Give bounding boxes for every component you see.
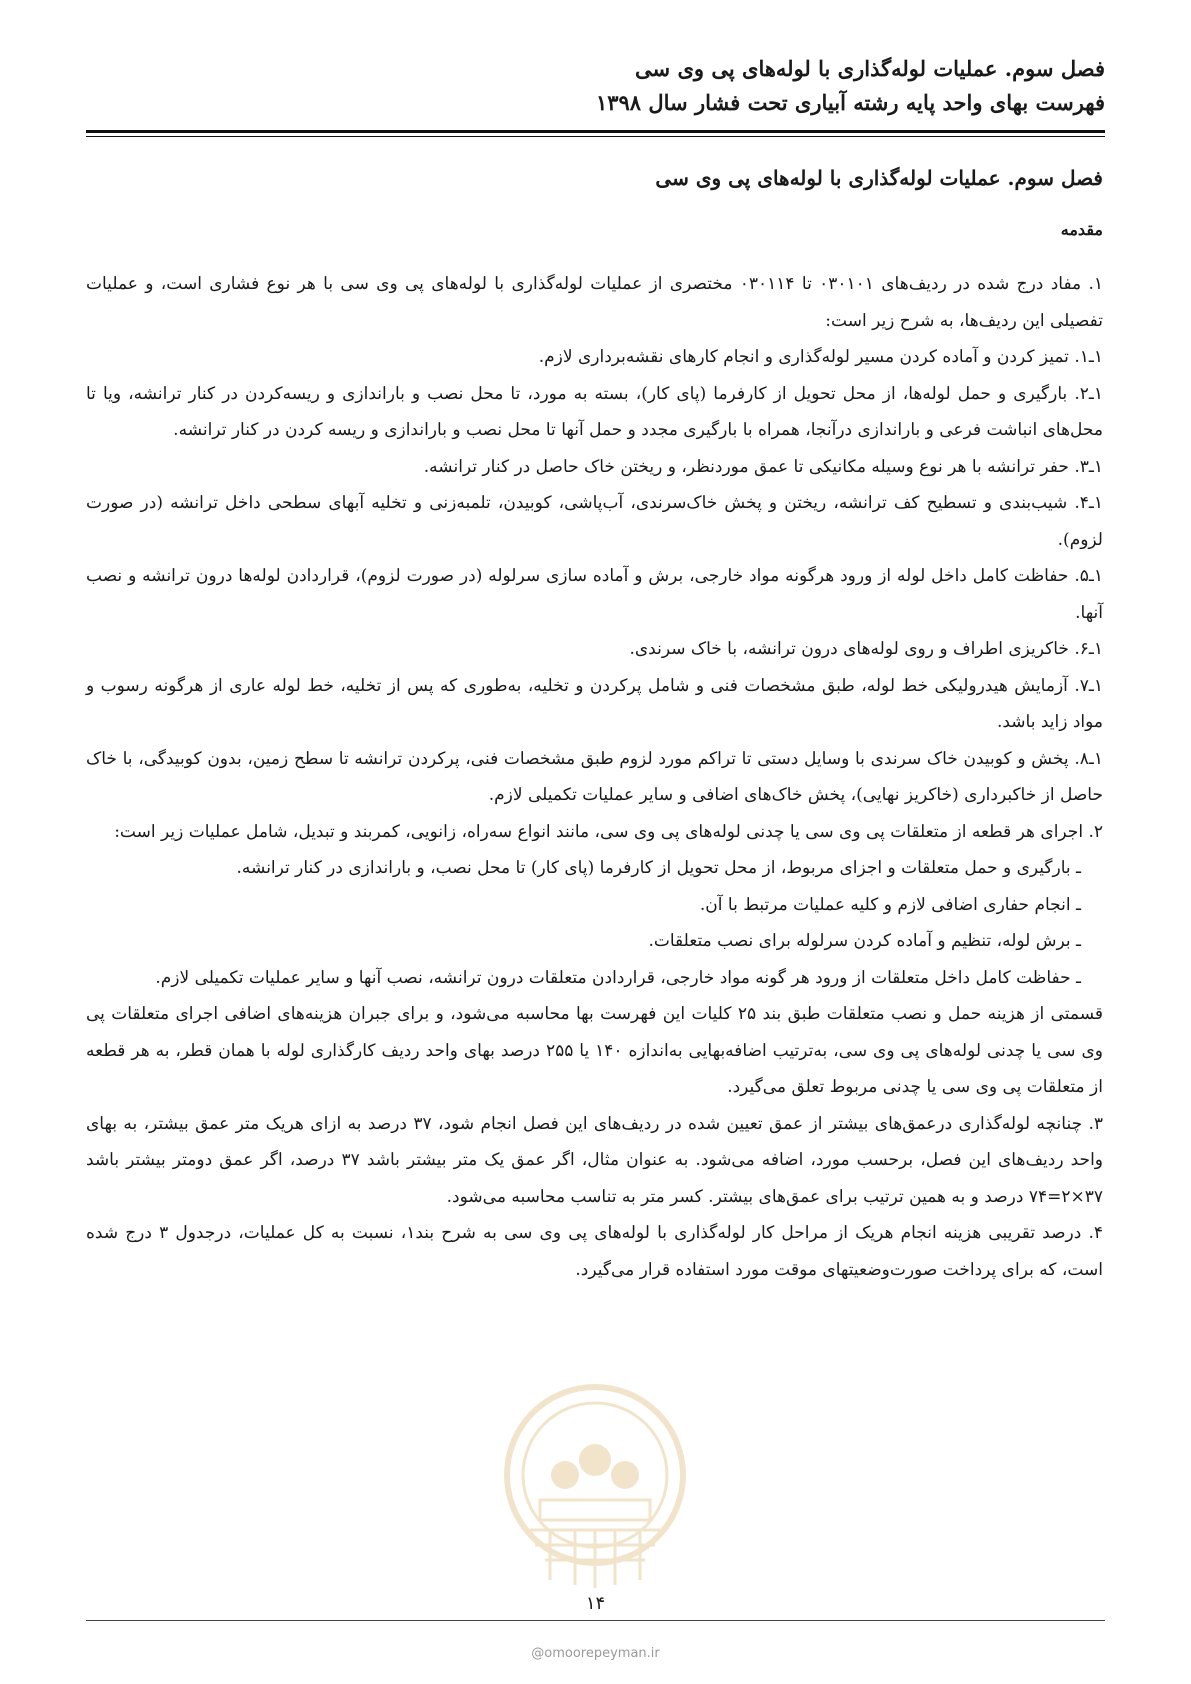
paragraph-2-item-4: ـ حفاظت کامل داخل متعلقات از ورود هر گونه مواد خارجی، قراردادن متعلقات درون ترانشه، نصب آنها و سایر عملیات تکمیلی لازم. xyxy=(155,967,1081,988)
paragraph-2: ۲. اجرای هر قطعه از متعلقات پی وی سی یا چدنی لوله‌های پی وی سی، مانند انواع سه‌راه، زانویی، کمربند و تبدیل، شامل عملیات زیر است: xyxy=(114,821,1103,842)
header-chapter-title: فصل سوم. عملیات لوله‌گذاری با لوله‌های پی وی سی xyxy=(635,56,1105,81)
paragraph-4: ۴. درصد تقریبی هزینه انجام هریک از مراحل کار لوله‌گذاری با لوله‌های پی وی سی به شرح بند۱، نسبت به کل عملیات، درجدول ۳ درج شده است، که برای پرداخت صورت‌وضعیتهای موقت مورد استفاده قرار می‌گیرد. xyxy=(86,1223,1103,1280)
paragraph-1-3: ۱ـ۳. حفر ترانشه با هر نوع وسیله مکانیکی تا عمق موردنظر، و ریختن خاک حاصل در کنار ترانشه. xyxy=(423,456,1103,477)
header-catalog-title: فهرست بهای واحد پایه رشته آبیاری تحت فشار سال ۱۳۹۸ xyxy=(595,90,1105,115)
paragraph-1-1: ۱ـ۱. تمیز کردن و آماده کردن مسیر لوله‌گذاری و انجام کارهای نقشه‌برداری لازم. xyxy=(538,347,1103,367)
header-rule-thin xyxy=(86,136,1105,137)
intro-title: مقدمه xyxy=(1060,220,1103,239)
paragraph-1-2: ۱ـ۲. بارگیری و حمل لوله‌ها، از محل تحویل از کارفرما (پای کار)، بسته به مورد، تا محل نصب و باراندازی و ریسه‌کردن در کنار ترانشه، ویا تا محل‌های انباشت فرعی و باراندازی درآنجا، همراه با بارگیری مجدد و حمل آنها تا محل نصب و باراندازی و ریسه کردن در کنار ترانشه. xyxy=(86,383,1103,440)
paragraph-2-note: قسمتی از هزینه حمل و نصب متعلقات طبق بند ۲۵ کلیات این فهرست بها محاسبه می‌شود، و برای جبران هزینه‌های اضافی اجرای متعلقات پی وی سی یا چدنی لوله‌های پی وی سی، به‌ترتیب اضافه‌بهایی به‌اندازه ۱۴۰ یا ۲۵۵ درصد بهای واحد ردیف کارگذاری لوله با همان قطر، به هر قطعه از متعلقات پی وی سی یا چدنی مربوط تعلق می‌گیرد. xyxy=(86,1004,1103,1097)
paragraph-1-4: ۱ـ۴. شیب‌بندی و تسطیح کف ترانشه، ریختن و پخش خاک‌سرندی، آب‌پاشی، کوبیدن، تلمبه‌زنی و تخلیه آبهای سطحی داخل ترانشه (در صورت لزوم). xyxy=(86,493,1103,550)
paragraph-1-5: ۱ـ۵. حفاظت کامل داخل لوله از ورود هرگونه مواد خارجی، برش و آماده سازی سرلوله (در صورت لزوم)، قراردادن لوله‌ها درون ترانشه و نصب آنها. xyxy=(86,566,1103,623)
header-rule-thick xyxy=(86,130,1105,133)
paragraph-2-item-3: ـ برش لوله، تنظیم و آماده کردن سرلوله برای نصب متعلقات. xyxy=(648,931,1081,951)
page-content xyxy=(86,160,1103,1288)
watermark-site: @omoorepeyman.ir xyxy=(531,1646,660,1661)
paragraph-1-7: ۱ـ۷. آزمایش هیدرولیکی خط لوله، طبق مشخصات فنی و شامل پرکردن و تخلیه، به‌طوری که پس از تخلیه، خط لوله عاری از هرگونه رسوب و مواد زاید باشد. xyxy=(86,675,1103,732)
omoore-peyman-seal-icon xyxy=(500,1380,690,1600)
paragraph-2-item-1: ـ بارگیری و حمل متعلقات و اجزای مربوط، از محل تحویل از کارفرما (پای کار) تا محل نصب، و باراندازی در کنار ترانشه. xyxy=(236,858,1081,878)
paragraph-1: ۱. مفاد درج شده در ردیف‌های ۰۳۰۱۰۱ تا ۰۳۰۱۱۴ مختصری از عملیات لوله‌گذاری با لوله‌های پی وی سی با هر نوع فشاری است، و عملیات تفصیلی این ردیف‌ها، به شرح زیر است: xyxy=(86,274,1104,331)
footer-rule xyxy=(86,1620,1105,1621)
paragraph-3: ۳. چنانچه لوله‌گذاری درعمق‌های بیشتر از عمق تعیین شده در ردیف‌های این فصل انجام شود، ۳۷ درصد به ازای هریک متر عمق بیشتر، به بهای واحد ردیف‌های این فصل، برحسب مورد، اضافه می‌شود. به عنوان مثال، اگر عمق یک متر بیشتر باشد ۳۷ درصد، اگر عمق دومتر بیشتر باشد ۳۷×۲=۷۴ درصد و به همین ترتیب برای عمق‌های بیشتر. کسر متر به تناسب محاسبه می‌شود. xyxy=(86,1113,1104,1207)
page-number: ۱۴ xyxy=(585,1593,606,1614)
paragraph-1-8: ۱ـ۸. پخش و کوبیدن خاک سرندی با وسایل دستی تا تراکم مورد لزوم طبق مشخصات فنی، پرکردن ترانشه تا سطح زمین، بدون کوبیدگی، با خاک حاصل از خاکبرداری (خاکریز نهایی)، پخش خاک‌های اضافی و سایر عملیات تکمیلی لازم. xyxy=(86,748,1103,805)
chapter-title: فصل سوم. عملیات لوله‌گذاری با لوله‌های پی وی سی xyxy=(655,166,1103,190)
page-header xyxy=(86,52,1105,120)
paragraph-1-6: ۱ـ۶. خاکریزی اطراف و روی لوله‌های درون ترانشه، با خاک سرندی. xyxy=(629,639,1103,659)
paragraph-2-item-2: ـ انجام حفاری اضافی لازم و کلیه عملیات مرتبط با آن. xyxy=(699,894,1081,915)
